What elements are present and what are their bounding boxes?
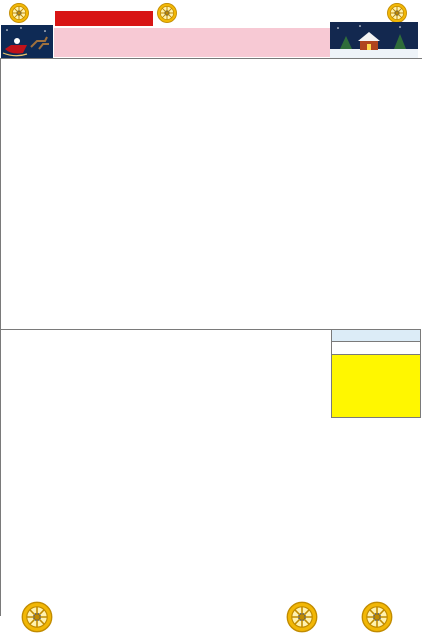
rotary-wheel-icon — [285, 600, 319, 634]
rotary-wheel-icon — [20, 600, 54, 634]
weekends-heading — [331, 329, 421, 342]
rotary-wheel-icon — [156, 2, 178, 24]
santa-sleigh-icon — [1, 25, 53, 59]
date-badge — [55, 11, 153, 26]
club-title — [178, 10, 338, 27]
remember-label — [331, 342, 421, 355]
rotary-wheel-icon — [360, 600, 394, 634]
santa-supermarket-notice — [331, 355, 421, 418]
week2-schedule — [0, 329, 332, 616]
rotary-wheel-icon — [8, 2, 30, 24]
programme-title-band — [54, 28, 333, 57]
christmas-village-icon — [330, 22, 418, 59]
week1-schedule — [0, 58, 422, 361]
rotary-wheel-icon — [386, 2, 408, 24]
